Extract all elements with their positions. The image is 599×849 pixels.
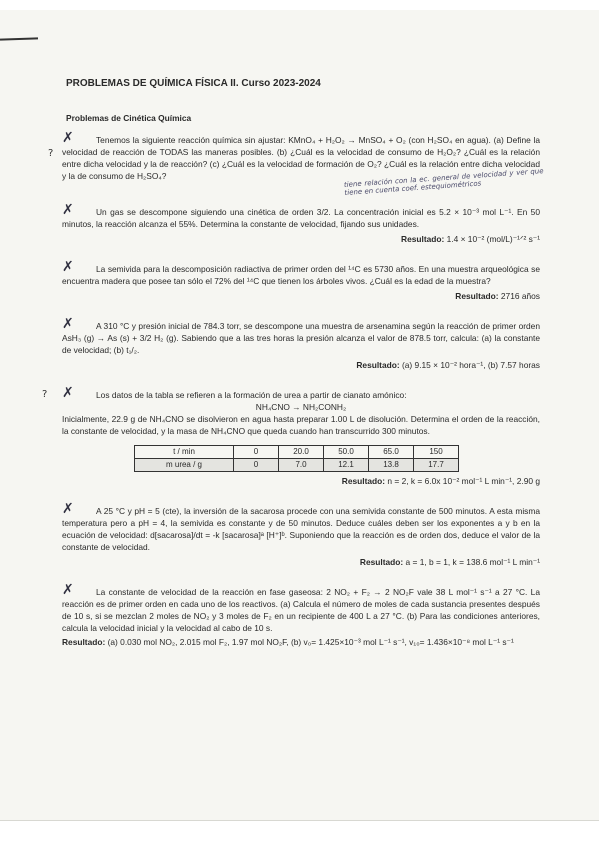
table-cell: 12.1 (324, 459, 369, 472)
problem-text-continued: Inicialmente, 22.9 g de NH₄CNO se disolvieron en agua hasta preparar 1.00 L de disolución. Determina el orden de la reacción, la constante de velocidad, y la masa de NH₄CNO que queda cuando han transcurrido 300 minutos. (62, 414, 540, 436)
cross-mark: ✗ (62, 385, 74, 401)
result-line (62, 290, 540, 302)
table-row (135, 459, 459, 472)
result-value: 2716 años (500, 291, 540, 301)
problem-text: La constante de velocidad de la reacción en fase gaseosa: 2 NO₂ + F₂ → 2 NO₂F vale 38 L mol⁻¹ s⁻¹ a 27 °C. La reacción es de primer orden en cada uno de los reactivos. (a) Calcula el número de moles de cada sustancia presentes después de 10 s, si se mezclan 2 moles de NO₂ y 3 moles de F₂ en un recipiente de 400 L a 27 °C. (b) Para las condiciones anteriores, calcula la velocidad inicial y la velocidad al cabo de 10 s. (62, 587, 540, 633)
result-line (62, 475, 540, 487)
table-cell: 0 (234, 459, 279, 472)
cross-mark: ✗ (62, 202, 74, 218)
cross-mark: ✗ (62, 501, 74, 517)
table-header-time: t / min (135, 446, 234, 459)
result-line (62, 636, 540, 648)
table-row (135, 446, 459, 459)
problem-text: Tenemos la siguiente reacción química sin ajustar: KMnO₄ + H₂O₂ → MnSO₄ + O₂ (con H₂SO₄ en agua). (a) Define la velocidad de reacción de TODAS las maneras posibles. (b) ¿Cuál es la velocidad de consumo de H₂O₂? ¿Cuál es la relación entre dicha velocidad y la de reacción? (c) ¿Cuál es la velocidad de formación de O₂? ¿Cuál es la relación entre dicha velocidad y la de consumo de H₂SO₄? (62, 135, 540, 181)
problem-text: La semivida para la descomposición radiactiva de primer orden del ¹⁴C es 5730 años. En una muestra arqueológica se encuentra madera que posee tan sólo el 72% del ¹⁴C que tienen los árboles vivos. ¿Cuál es la edad de la muestra? (62, 264, 540, 286)
result-value: (a) 0.030 mol NO₂, 2.015 mol F₂, 1.97 mol NO₂F, (b) v₀= 1.425×10⁻³ mol L⁻¹ s⁻¹, v₁₀= 1.436×10⁻⁸ mol L⁻¹ s⁻¹ (107, 637, 514, 647)
document-title: PROBLEMAS DE QUÍMICA FÍSICA II. Curso 2023-2024 (66, 78, 321, 89)
result-value: n = 2, k = 6.0x 10⁻² mol⁻¹ L min⁻¹, 2.90 g (387, 476, 540, 486)
result-line (62, 233, 540, 245)
problem-text: Un gas se descompone siguiendo una cinética de orden 3/2. La concentración inicial es 5.2 × 10⁻³ mol L⁻¹. En 50 minutos, la reacción alcanza el 55%. Determina la constante de velocidad, fijando sus unidades. (62, 207, 540, 229)
table-cell: 13.8 (369, 459, 414, 472)
result-line (62, 359, 540, 371)
result-label: Resultado: (401, 234, 445, 244)
table-cell: 20.0 (279, 446, 324, 459)
scan-bottom-margin (0, 820, 599, 849)
question-mark: ? (48, 148, 54, 159)
scan-top-margin (0, 0, 599, 10)
problem-7 (62, 582, 540, 648)
problem-text: A 310 °C y presión inicial de 784.3 torr, se descompone una muestra de arsenamina según la reacción de primer orden AsH₃ (g) → As (s) + 3/2 H₂ (g). Sabiendo que a las tres horas la presión alcanza el valor de 878.5 torr, calcula: (a) la constante de velocidad; (b) t₁/₂. (62, 321, 540, 355)
result-label: Resultado: (356, 360, 400, 370)
result-value: a = 1, b = 1, k = 138.6 mol⁻¹ L min⁻¹ (405, 557, 540, 567)
result-label: Resultado: (359, 557, 404, 567)
result-label: Resultado: (455, 291, 499, 301)
cross-mark: ✗ (62, 316, 74, 332)
section-subtitle: Problemas de Cinética Química (66, 113, 192, 123)
problem-6 (62, 501, 540, 568)
problem-3 (62, 259, 540, 302)
problem-1 (48, 130, 544, 197)
pen-mark (0, 37, 38, 40)
problem-5 (42, 385, 540, 487)
table-cell: 65.0 (369, 446, 414, 459)
table-cell: 17.7 (414, 459, 459, 472)
result-value: 1.4 × 10⁻² (mol/L)⁻¹ᐟ² s⁻¹ (446, 234, 540, 244)
result-label: Resultado: (341, 476, 386, 486)
cross-mark: ✗ (62, 130, 74, 146)
problem-2 (62, 202, 540, 245)
table-cell: 7.0 (279, 459, 324, 472)
result-line (62, 556, 540, 568)
table-cell: 0 (234, 446, 279, 459)
problem-4 (62, 316, 540, 371)
problem-text: Los datos de la tabla se refieren a la formación de urea a partir de cianato amónico: (96, 390, 407, 400)
result-label: Resultado: (62, 637, 106, 647)
handwritten-note: tiene relación con la ec. general de velocidad y ver que tiene en cuenta coef. estequiométricos (343, 167, 544, 197)
cross-mark: ✗ (62, 582, 74, 598)
table-cell: 50.0 (324, 446, 369, 459)
question-mark: ? (42, 389, 48, 400)
cross-mark: ✗ (62, 259, 74, 275)
result-value: (a) 9.15 × 10⁻² hora⁻¹, (b) 7.57 horas (401, 360, 540, 370)
table-cell: 150 (414, 446, 459, 459)
document-page (42, 78, 544, 666)
reaction-equation: NH₄CNO → NH₂CONH₂ (255, 402, 347, 412)
data-table (134, 445, 459, 472)
table-header-mass: m urea / g (135, 459, 234, 472)
problem-text: A 25 °C y pH = 5 (cte), la inversión de la sacarosa procede con una semivida constante de 500 minutos. A esta misma temperatura pero a pH = 4, la semivida es constante y de 50 minutos. Deduce cuáles deben ser los exponentes a y b en la ecuación de velocidad: d[sacarosa]/dt = -k [sacarosa]ᵃ [H⁺]ᵇ. Suponiendo que la reacción es de orden dos, deduce el valor de la constante de velocidad. (62, 506, 540, 552)
